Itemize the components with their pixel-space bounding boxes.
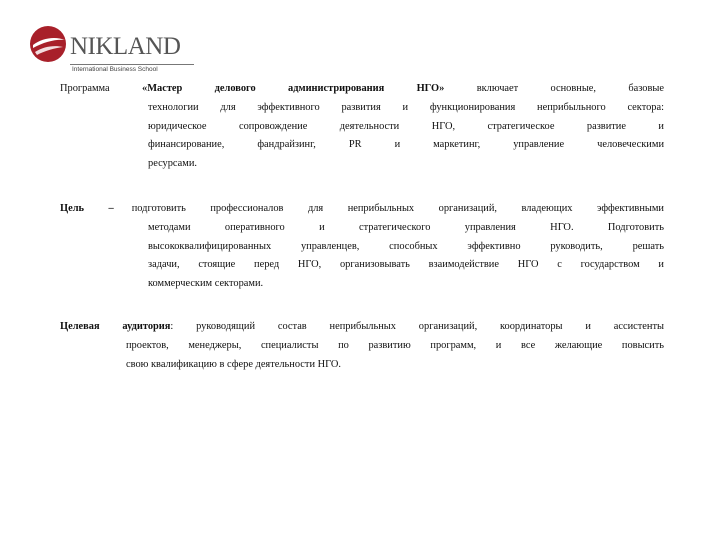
audience-paragraph — [60, 318, 664, 374]
program-prefix: Программа — [60, 83, 110, 94]
audience-line-2: проектов, менеджеры, специалисты по развитию программ, и все желающие повысить — [126, 339, 664, 351]
audience-line-3: свою квалификацию в сфере деятельности НГО. — [126, 358, 341, 370]
logo-wordmark: NIKLAND — [70, 33, 181, 60]
goal-label: Цель – — [60, 203, 114, 214]
audience-line-1: : руководящий состав неприбыльных организаций, координаторы и ассистенты — [170, 321, 664, 332]
program-line-2: технологии для эффективного развития и функционирования неприбыльного сектора: — [148, 101, 664, 113]
goal-line-4: задачи, стоящие перед НГО, организовывать взаимодействие НГО с государством и — [148, 259, 664, 271]
goal-paragraph — [60, 200, 664, 294]
goal-line-1: подготовить профессионалов для неприбыльных организаций, владеющих эффективными — [131, 203, 664, 214]
program-title: «Мастер делового администрирования НГО» — [142, 83, 445, 94]
audience-label: Целевая аудитория — [60, 321, 171, 332]
program-paragraph — [60, 80, 664, 174]
program-line-4: финансирование, фандрайзинг, PR и маркетинг, управление человеческими — [148, 139, 664, 151]
program-line-3: юридическое сопровождение деятельности НГО, стратегическое развитие и — [148, 120, 664, 132]
program-line1-text: включает основные, базовые — [476, 83, 664, 94]
goal-line-2: методами оперативного и стратегического управления НГО. Подготовить — [148, 221, 664, 233]
logo-tagline: International Business School — [72, 66, 158, 73]
nikland-logo — [28, 24, 181, 80]
program-line-5: ресурсами. — [148, 158, 198, 170]
logo-divider — [70, 64, 194, 65]
nikland-emblem-icon — [28, 24, 68, 64]
goal-line-5: коммерческим секторами. — [148, 278, 264, 290]
goal-line-3: высококвалифицированных управленцев, способных эффективно руководить, решать — [148, 240, 664, 252]
